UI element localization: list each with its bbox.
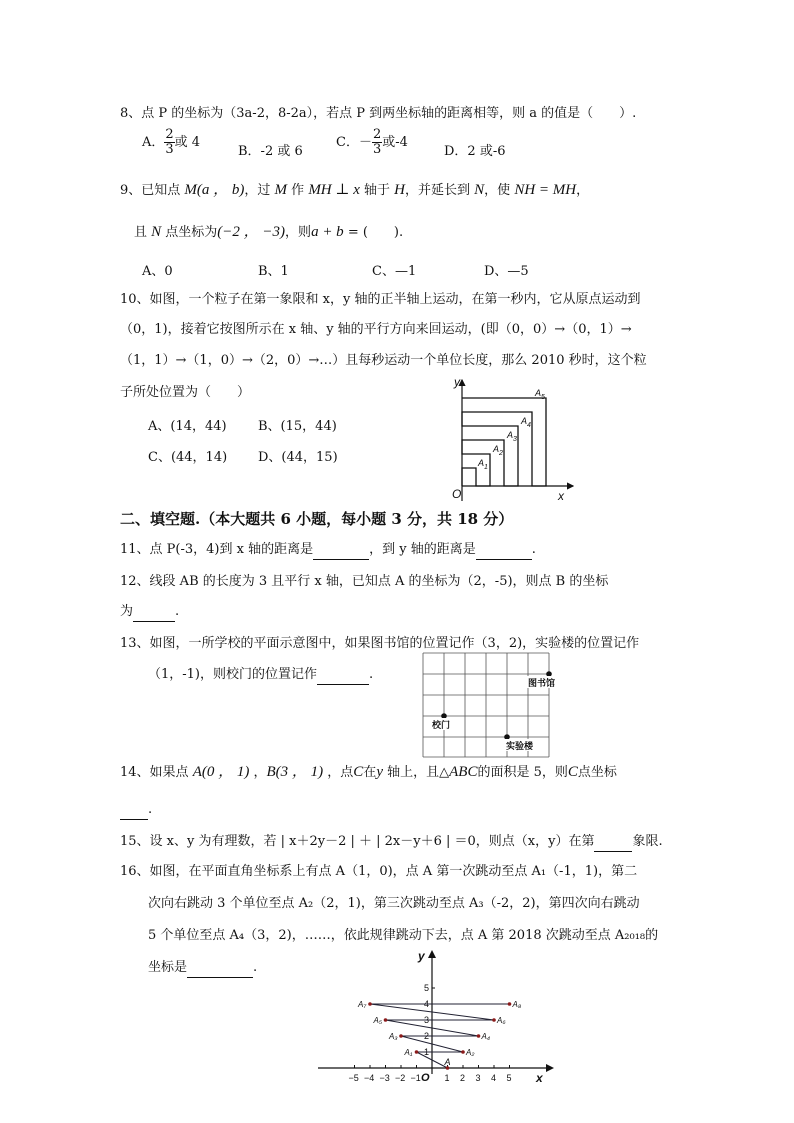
y-tick-label: 5 xyxy=(424,983,430,993)
q9-option-c: C、—1 xyxy=(372,264,417,279)
q10-origin-label: O xyxy=(452,487,462,501)
q16-line1: 16、如图，在平面直角坐标系上有点 A（1，0)，点 A 第一次跳动至点 A₁（-1，1)，第二 xyxy=(120,864,638,879)
x-tick-label: 1 xyxy=(444,1073,450,1082)
q15: 15、设 x、y 为有理数，若 | x＋2y－2 | ＋ | 2x－y＋6 | ＝0，则点（x，y）在第 象限. xyxy=(120,832,663,852)
x-axis-arrow xyxy=(546,1064,554,1072)
q8-option-c: C．－ $\frac{2}{3}$ 或-4 xyxy=(336,127,408,157)
origin-label: O xyxy=(421,1072,430,1082)
q10-label-a1: $A_1$ xyxy=(478,458,488,471)
y-tick-label: 1 xyxy=(424,1047,430,1057)
q14-line2: . xyxy=(120,800,152,820)
point-label: A₈ xyxy=(512,1000,522,1009)
q10-particle-figure xyxy=(448,376,588,506)
q10-label-a5: $A_5$ xyxy=(535,388,545,401)
q10-option-a: A、(14，44) xyxy=(148,419,227,434)
jump-point xyxy=(384,1018,388,1022)
jump-point xyxy=(477,1034,481,1038)
jump-point xyxy=(508,1002,512,1006)
point-a-label: A xyxy=(444,1057,451,1067)
q13-school-grid xyxy=(421,651,555,761)
point-label: A₆ xyxy=(497,1016,506,1025)
q10-label-a4: $A_4$ xyxy=(521,416,531,429)
jump-point xyxy=(368,1002,372,1006)
q16-line2: 次向右跳动 3 个单位至点 A₂（2，1)，第三次跳动至点 A₃（-2，2)，第四次向右跳动 xyxy=(148,896,640,911)
q8-stem: 8、点 P 的坐标为（3a-2，8-2a），若点 P 到两坐标轴的距离相等，则 a 的值是（ ）. xyxy=(120,106,637,121)
x-tick-label: −3 xyxy=(379,1073,390,1082)
library-dot xyxy=(546,671,552,677)
q10-line3: （1，1）→（1，0）→（2，0）→…）且每秒运动一个单位长度，那么 2010 秒时，这个粒 xyxy=(120,353,647,368)
x-tick-label: −2 xyxy=(395,1073,406,1082)
q9-option-a: A、0 xyxy=(142,264,173,279)
q14-line1: 14、如果点 A(0 ， 1) ，B(3 ， 1) ，点C在y 轴上，且△ABC的面积是 5，则C点坐标 xyxy=(120,764,617,780)
x-tick-label: −1 xyxy=(410,1073,421,1082)
x-tick-label: 2 xyxy=(460,1073,466,1082)
q8-option-a: A． $\frac{2}{3}$ 或 4 xyxy=(142,127,201,157)
q12-line1: 12、线段 AB 的长度为 3 且平行 x 轴，已知点 A 的坐标为（2，-5)，则点 B 的坐标 xyxy=(120,574,609,589)
q13-line2: （1，-1)，则校门的位置记作 . xyxy=(148,665,373,685)
jump-point xyxy=(492,1018,496,1022)
x-tick-label: 4 xyxy=(491,1073,497,1082)
y-tick-label: 4 xyxy=(424,999,430,1009)
library-label: 图书馆 xyxy=(528,678,555,688)
y-axis-arrow xyxy=(428,950,436,958)
point-label: A₄ xyxy=(481,1032,491,1041)
jump-point xyxy=(415,1050,419,1054)
section-2-heading: 二、填空题.（本大题共 6 小题，每小题 3 分，共 18 分） xyxy=(120,510,514,528)
y-tick-label: 2 xyxy=(424,1031,430,1041)
y-axis-label: y xyxy=(418,949,425,963)
x-tick-label: −4 xyxy=(364,1073,375,1082)
q16-line4: 坐标是 . xyxy=(148,958,257,978)
point-label: A₇ xyxy=(358,1000,367,1009)
lab-dot xyxy=(504,734,510,740)
q8-option-d: D．2 或-6 xyxy=(444,144,506,159)
q16-jump-figure xyxy=(314,948,554,1082)
lab-label: 实验楼 xyxy=(506,741,534,751)
gate-label: 校门 xyxy=(432,720,451,730)
point-label: A₁ xyxy=(404,1048,413,1057)
point-label: A₅ xyxy=(373,1016,383,1025)
q10-x-label: x xyxy=(558,489,564,503)
point-label: A₂ xyxy=(466,1048,475,1057)
x-tick-label: 3 xyxy=(475,1073,481,1082)
q9-option-d: D、—5 xyxy=(484,264,529,279)
point-label: A₃ xyxy=(389,1032,398,1041)
x-tick-label: −5 xyxy=(348,1073,359,1082)
q10-line1: 10、如图，一个粒子在第一象限和 x，y 轴的正半轴上运动，在第一秒内，它从原点运动到 xyxy=(120,292,641,307)
y-tick-label: 3 xyxy=(424,1015,430,1025)
q10-option-b: B、(15，44) xyxy=(258,419,337,434)
x-tick-label: 5 xyxy=(506,1073,512,1082)
q10-line2: （0，1)，接着它按图所示在 x 轴、y 轴的平行方向来回运动，(即（0，0）→（0，1）→ xyxy=(120,322,632,337)
q10-option-d: D、(44，15) xyxy=(258,450,338,465)
q9-line2: 且 N 点坐标为(−2 ， −3)，则a + b = ( ). xyxy=(134,224,404,240)
q10-option-c: C、(44，14) xyxy=(148,450,228,465)
q13-line1: 13、如图，一所学校的平面示意图中，如果图书馆的位置记作（3，2)，实验楼的位置记作 xyxy=(120,636,640,651)
q10-y-label: y xyxy=(454,376,460,389)
q12-line2: 为 . xyxy=(120,602,179,622)
jump-point xyxy=(399,1034,403,1038)
q10-label-a3: $A_3$ xyxy=(507,430,517,443)
x-axis-label: x xyxy=(536,1071,543,1082)
gate-dot xyxy=(441,713,447,719)
q10-line4: 子所处位置为（ ） xyxy=(120,385,251,400)
q11: 11、点 P(-3，4)到 x 轴的距离是 ，到 y 轴的距离是 . xyxy=(120,540,536,560)
q9-line1: 9、已知点 M(a ， b)，过 M 作 MH ⊥ x 轴于 H，并延长到 N，使 NH = MH， xyxy=(120,182,590,198)
q10-label-a2: $A_2$ xyxy=(493,444,503,457)
q9-option-b: B、1 xyxy=(258,264,289,279)
q16-line3: 5 个单位至点 A₄（3，2)，……，依此规律跳动下去，点 A 第 2018 次跳动至点 A₂₀₁₈的 xyxy=(148,928,659,943)
jump-point xyxy=(461,1050,465,1054)
q8-option-b: B．-2 或 6 xyxy=(238,144,303,159)
